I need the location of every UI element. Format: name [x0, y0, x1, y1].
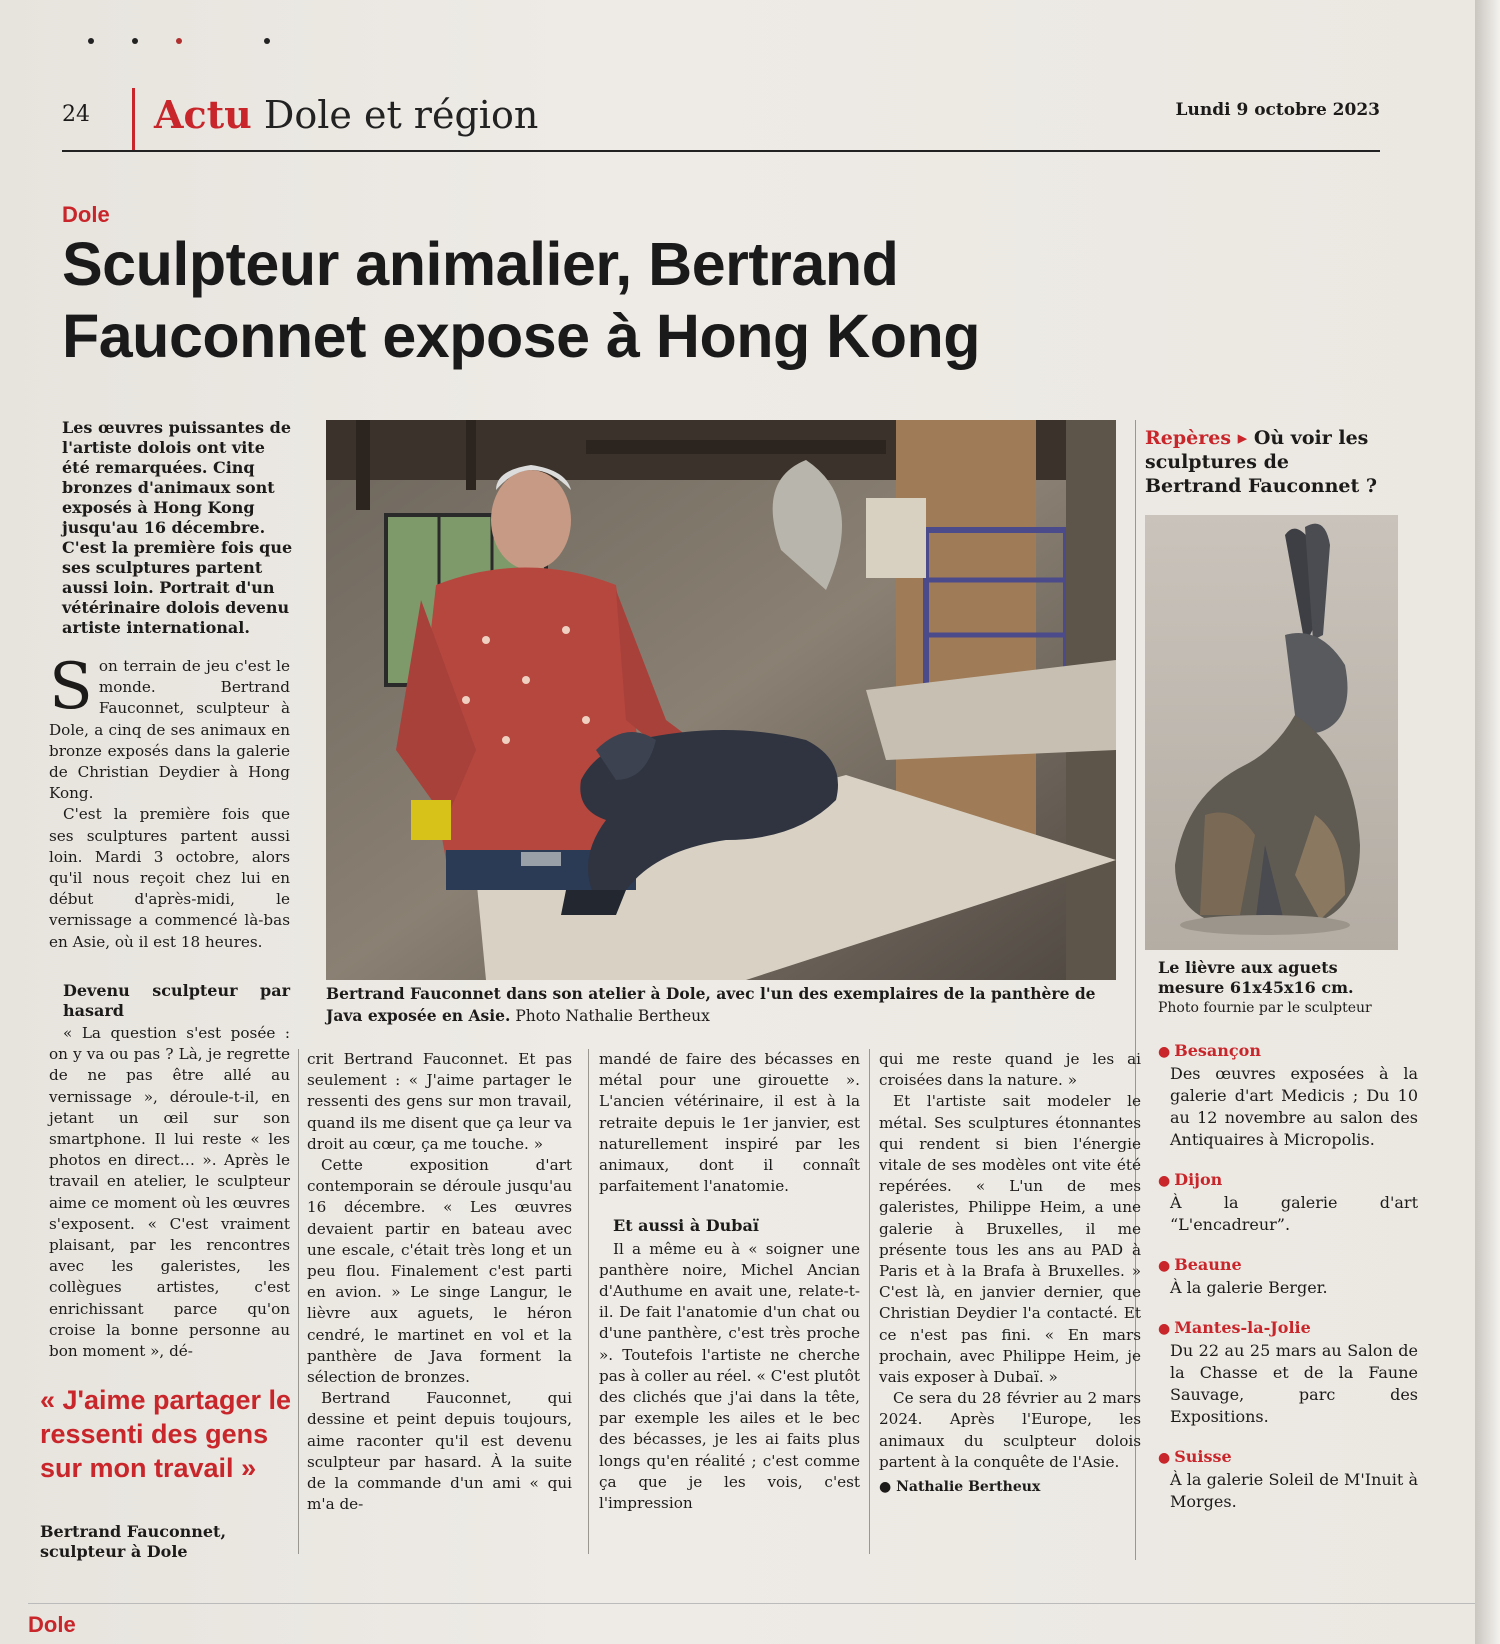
sidebar-title	[1145, 426, 1390, 498]
paragraph: C'est la première fois que ses sculptures partent aussi loin. Mardi 3 octobre, alors qu'il nous reçoit chez lui en début d'après-midi, le vernissage a commencé là-bas en Asie, où il est 18 heures.	[49, 805, 290, 951]
hare-sculpture-illustration	[1145, 515, 1398, 950]
bullet-icon: ●	[1158, 1173, 1171, 1189]
photo-credit: Photo fournie par le sculpteur	[1158, 1000, 1372, 1016]
subheading: Devenu sculpteur par hasard	[63, 981, 290, 1020]
location-name	[1158, 1169, 1418, 1192]
pull-quote: « J'aime partager le ressenti des gens sur mon travail »	[40, 1385, 292, 1483]
caption-text: Le lièvre aux aguets mesure 61x45x16 cm.	[1158, 958, 1354, 997]
location-name-text: Mantes-la-Jolie	[1174, 1318, 1311, 1337]
paragraph: mandé de faire des bécasses en métal pour une girouette ». L'ancien vétérinaire, il est à la retraite depuis le 1er janvier, est naturellement inspiré par les animaux, dont il connaît parfaitement l'anatomie.	[599, 1050, 860, 1196]
footer-section-label: Dole	[28, 1612, 76, 1637]
headline	[62, 228, 1312, 372]
location-name	[1158, 1254, 1418, 1277]
pull-quote-author: Bertrand Fauconnet, sculpteur à Dole	[40, 1522, 227, 1561]
footer-rule	[28, 1603, 1475, 1604]
page-header	[62, 88, 1380, 150]
article-column-2	[307, 1049, 572, 1515]
bullet-icon: ●	[1158, 1450, 1171, 1466]
drop-cap: S	[49, 650, 93, 724]
paragraph: Et l'artiste sait modeler le métal. Ses sculptures étonnantes qui rendent si bien l'énergie vitale de ses modèles ont vite été repérées. « L'un de mes galeristes, Philippe Heim, a une galerie à Bruxelles, il me présente tous les ans au PAD à Paris et à la Brafa à Bruxelles. » C'est là, en janvier dernier, que Christian Deydier l'a contacté. Et ce n'est pas fini. « En mars prochain, avec Philippe Heim, je vais exposer à Dubaï. »	[879, 1092, 1141, 1387]
caption-text: Bertrand Fauconnet dans son atelier à Dole, avec l'un des exemplaires de la panthère de Java exposée en Asie.	[326, 984, 1096, 1025]
location-entry	[1158, 1169, 1418, 1236]
location-entry	[1158, 1040, 1418, 1151]
paragraph: crit Bertrand Fauconnet. Et pas seulement : « J'aime partager le ressenti des gens sur mon travail, quand ils me disent que ça leur va droit au cœur, ça me touche. »	[307, 1050, 572, 1153]
location-entry	[1158, 1254, 1418, 1299]
bullet-icon: ●	[1158, 1321, 1171, 1337]
bullet-icon: ●	[1158, 1044, 1171, 1060]
dot	[176, 38, 182, 44]
workshop-photo-illustration	[326, 420, 1116, 980]
article-kicker: Dole	[62, 202, 110, 227]
dot	[132, 38, 138, 44]
subheading: Et aussi à Dubaï	[613, 1216, 759, 1236]
headline-line: Fauconnet expose à Hong Kong	[62, 302, 981, 370]
article-column-1	[49, 650, 290, 953]
header-divider	[132, 88, 135, 150]
location-entry	[1158, 1317, 1418, 1428]
location-details: À la galerie d'art “L'encadreur”.	[1170, 1193, 1418, 1234]
location-name-text: Beaune	[1174, 1255, 1242, 1274]
headline-line: Sculpteur animalier, Bertrand	[62, 230, 899, 298]
sidebar-caption	[1158, 958, 1403, 1018]
page-edge	[1475, 0, 1500, 1644]
dot	[264, 38, 270, 44]
section-title	[154, 92, 538, 137]
registration-dots	[88, 34, 288, 48]
location-name-text: Besançon	[1174, 1041, 1261, 1060]
column-rule	[298, 1049, 299, 1554]
article-column-3	[599, 1049, 860, 1514]
section-label: Actu	[154, 92, 252, 137]
paragraph: qui me reste quand je les ai croisées dans la nature. »	[879, 1050, 1141, 1090]
column-rule	[588, 1049, 589, 1554]
location-details: Du 22 au 25 mars au Salon de la Chasse et de la Faune Sauvage, parc des Expositions.	[1170, 1341, 1418, 1426]
location-name-text: Dijon	[1174, 1170, 1223, 1189]
bullet-icon: ●	[1158, 1258, 1171, 1274]
location-details: Des œuvres exposées à la galerie d'art Medicis ; Du 10 au 12 novembre au salon des Antiquaires à Micropolis.	[1170, 1064, 1418, 1149]
page-number: 24	[62, 102, 90, 127]
article-column-4	[879, 1049, 1141, 1498]
paragraph: Bertrand Fauconnet, qui dessine et peint depuis toujours, aime raconter qu'il est devenu sculpteur par hasard. À la suite de la commande d'un ami « qui m'a de-	[307, 1389, 572, 1514]
paragraph	[49, 650, 290, 804]
locations-list	[1158, 1040, 1418, 1531]
paragraph: Cette exposition d'art contemporain se déroule jusqu'au 16 décembre. « Les œuvres devaient partir en bateau avec une escale, c'était très long et un peu flou. Finalement c'est parti en avion. » Le singe Langur, le lièvre aux aguets, le héron cendré, le martinet en vol et la panthère de Java forment la sélection de bronzes.	[307, 1156, 572, 1387]
location-name	[1158, 1317, 1418, 1340]
location-details: À la galerie Soleil de M'Inuit à Morges.	[1170, 1470, 1418, 1511]
location-name	[1158, 1446, 1418, 1469]
issue-date: Lundi 9 octobre 2023	[1175, 100, 1380, 120]
header-rule	[62, 150, 1380, 152]
column-rule	[869, 1049, 870, 1554]
location-name-text: Suisse	[1174, 1447, 1232, 1466]
paragraph: Ce sera du 28 février au 2 mars 2024. Après l'Europe, les animaux du sculpteur dolois partent à la conquête de l'Asie.	[879, 1389, 1141, 1471]
paragraph: « La question s'est posée : on y va ou pas ? Là, je regrette de ne pas être allé au vernissage », déroule-t-il, en jetant un œil sur son smartphone. Il lui reste « les photos en direct… ». Après le travail en atelier, le sculpteur aime ce moment où les œuvres s'exposent. « C'est vraiment plaisant, par les rencontres avec les galeristes, les collègues artistes, c'est enrichissant parce qu'on croise la bonne personne au bon moment », dé-	[49, 1024, 290, 1361]
location-entry	[1158, 1446, 1418, 1513]
paragraph: Il a même eu à « soigner une panthère noire, Michel Ancian d'Authume en avait une, relate-t-il. De fait l'anatomie d'un chat ou d'une panthère, c'est très proche ». Toutefois l'artiste ne cherche pas à coller au réel. « C'est plutôt des clichés que j'ai dans la tête, par exemple les ailes et le bec des bécasses, je les ai faits plus longs qu'en réalité ; c'est comme ça que je les vois, c'est l'impression	[599, 1239, 860, 1513]
lead-paragraph: Les œuvres puissantes de l'artiste dolois ont vite été remarquées. Cinq bronzes d'animaux sont exposés à Hong Kong jusqu'au 16 décembre. C'est la première fois que ses sculptures partent aussi loin. Portrait d'un vétérinaire dolois devenu artiste international.	[62, 418, 293, 637]
dot	[88, 38, 94, 44]
article-column-1-continued	[49, 969, 290, 1362]
region-label: Dole et région	[263, 93, 539, 137]
workshop-photo	[326, 420, 1116, 980]
byline: ● Nathalie Bertheux	[879, 1479, 1041, 1496]
photo-credit: Photo Nathalie Bertheux	[515, 1007, 710, 1025]
sidebar-label: Repères ▸	[1145, 427, 1248, 449]
photo-caption	[326, 983, 1116, 1027]
location-details: À la galerie Berger.	[1170, 1278, 1328, 1297]
hare-sculpture-photo	[1145, 515, 1398, 950]
sidebar-heading: Où voir les sculptures de Bertrand Fauconnet ?	[1145, 427, 1378, 497]
paragraph-text: on terrain de jeu c'est le monde. Bertrand Fauconnet, sculpteur à Dole, a cinq de ses animaux en bronze exposés dans la galerie de Christian Deydier à Hong Kong.	[49, 657, 290, 803]
location-name	[1158, 1040, 1418, 1063]
